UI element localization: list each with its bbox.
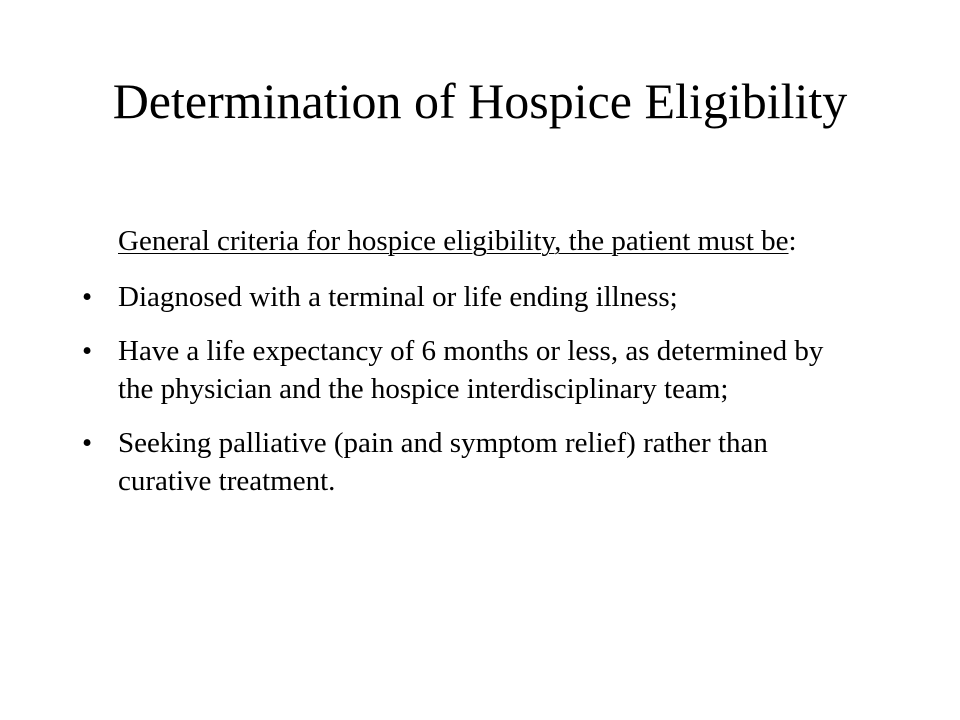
list-item xyxy=(80,278,858,316)
intro-paragraph xyxy=(118,222,858,260)
intro-colon: : xyxy=(788,225,797,257)
list-item xyxy=(80,424,858,500)
slide-body xyxy=(80,222,880,516)
list-item-text: Have a life expectancy of 6 months or less, as determined by the physician and the hospice interdisciplinary team; xyxy=(118,335,824,405)
list-item-text: Seeking palliative (pain and symptom relief) rather than curative treatment. xyxy=(118,427,768,497)
bullet-icon: • xyxy=(82,281,93,313)
list-item xyxy=(80,332,858,408)
criteria-list xyxy=(80,278,880,500)
intro-underlined-text: General criteria for hospice eligibility, the patient must be xyxy=(118,225,789,257)
list-item-text: Diagnosed with a terminal or life ending illness; xyxy=(118,281,678,313)
bullet-icon: • xyxy=(82,335,93,367)
slide-title: Determination of Hospice Eligibility xyxy=(112,73,848,129)
bullet-icon: • xyxy=(82,427,93,459)
